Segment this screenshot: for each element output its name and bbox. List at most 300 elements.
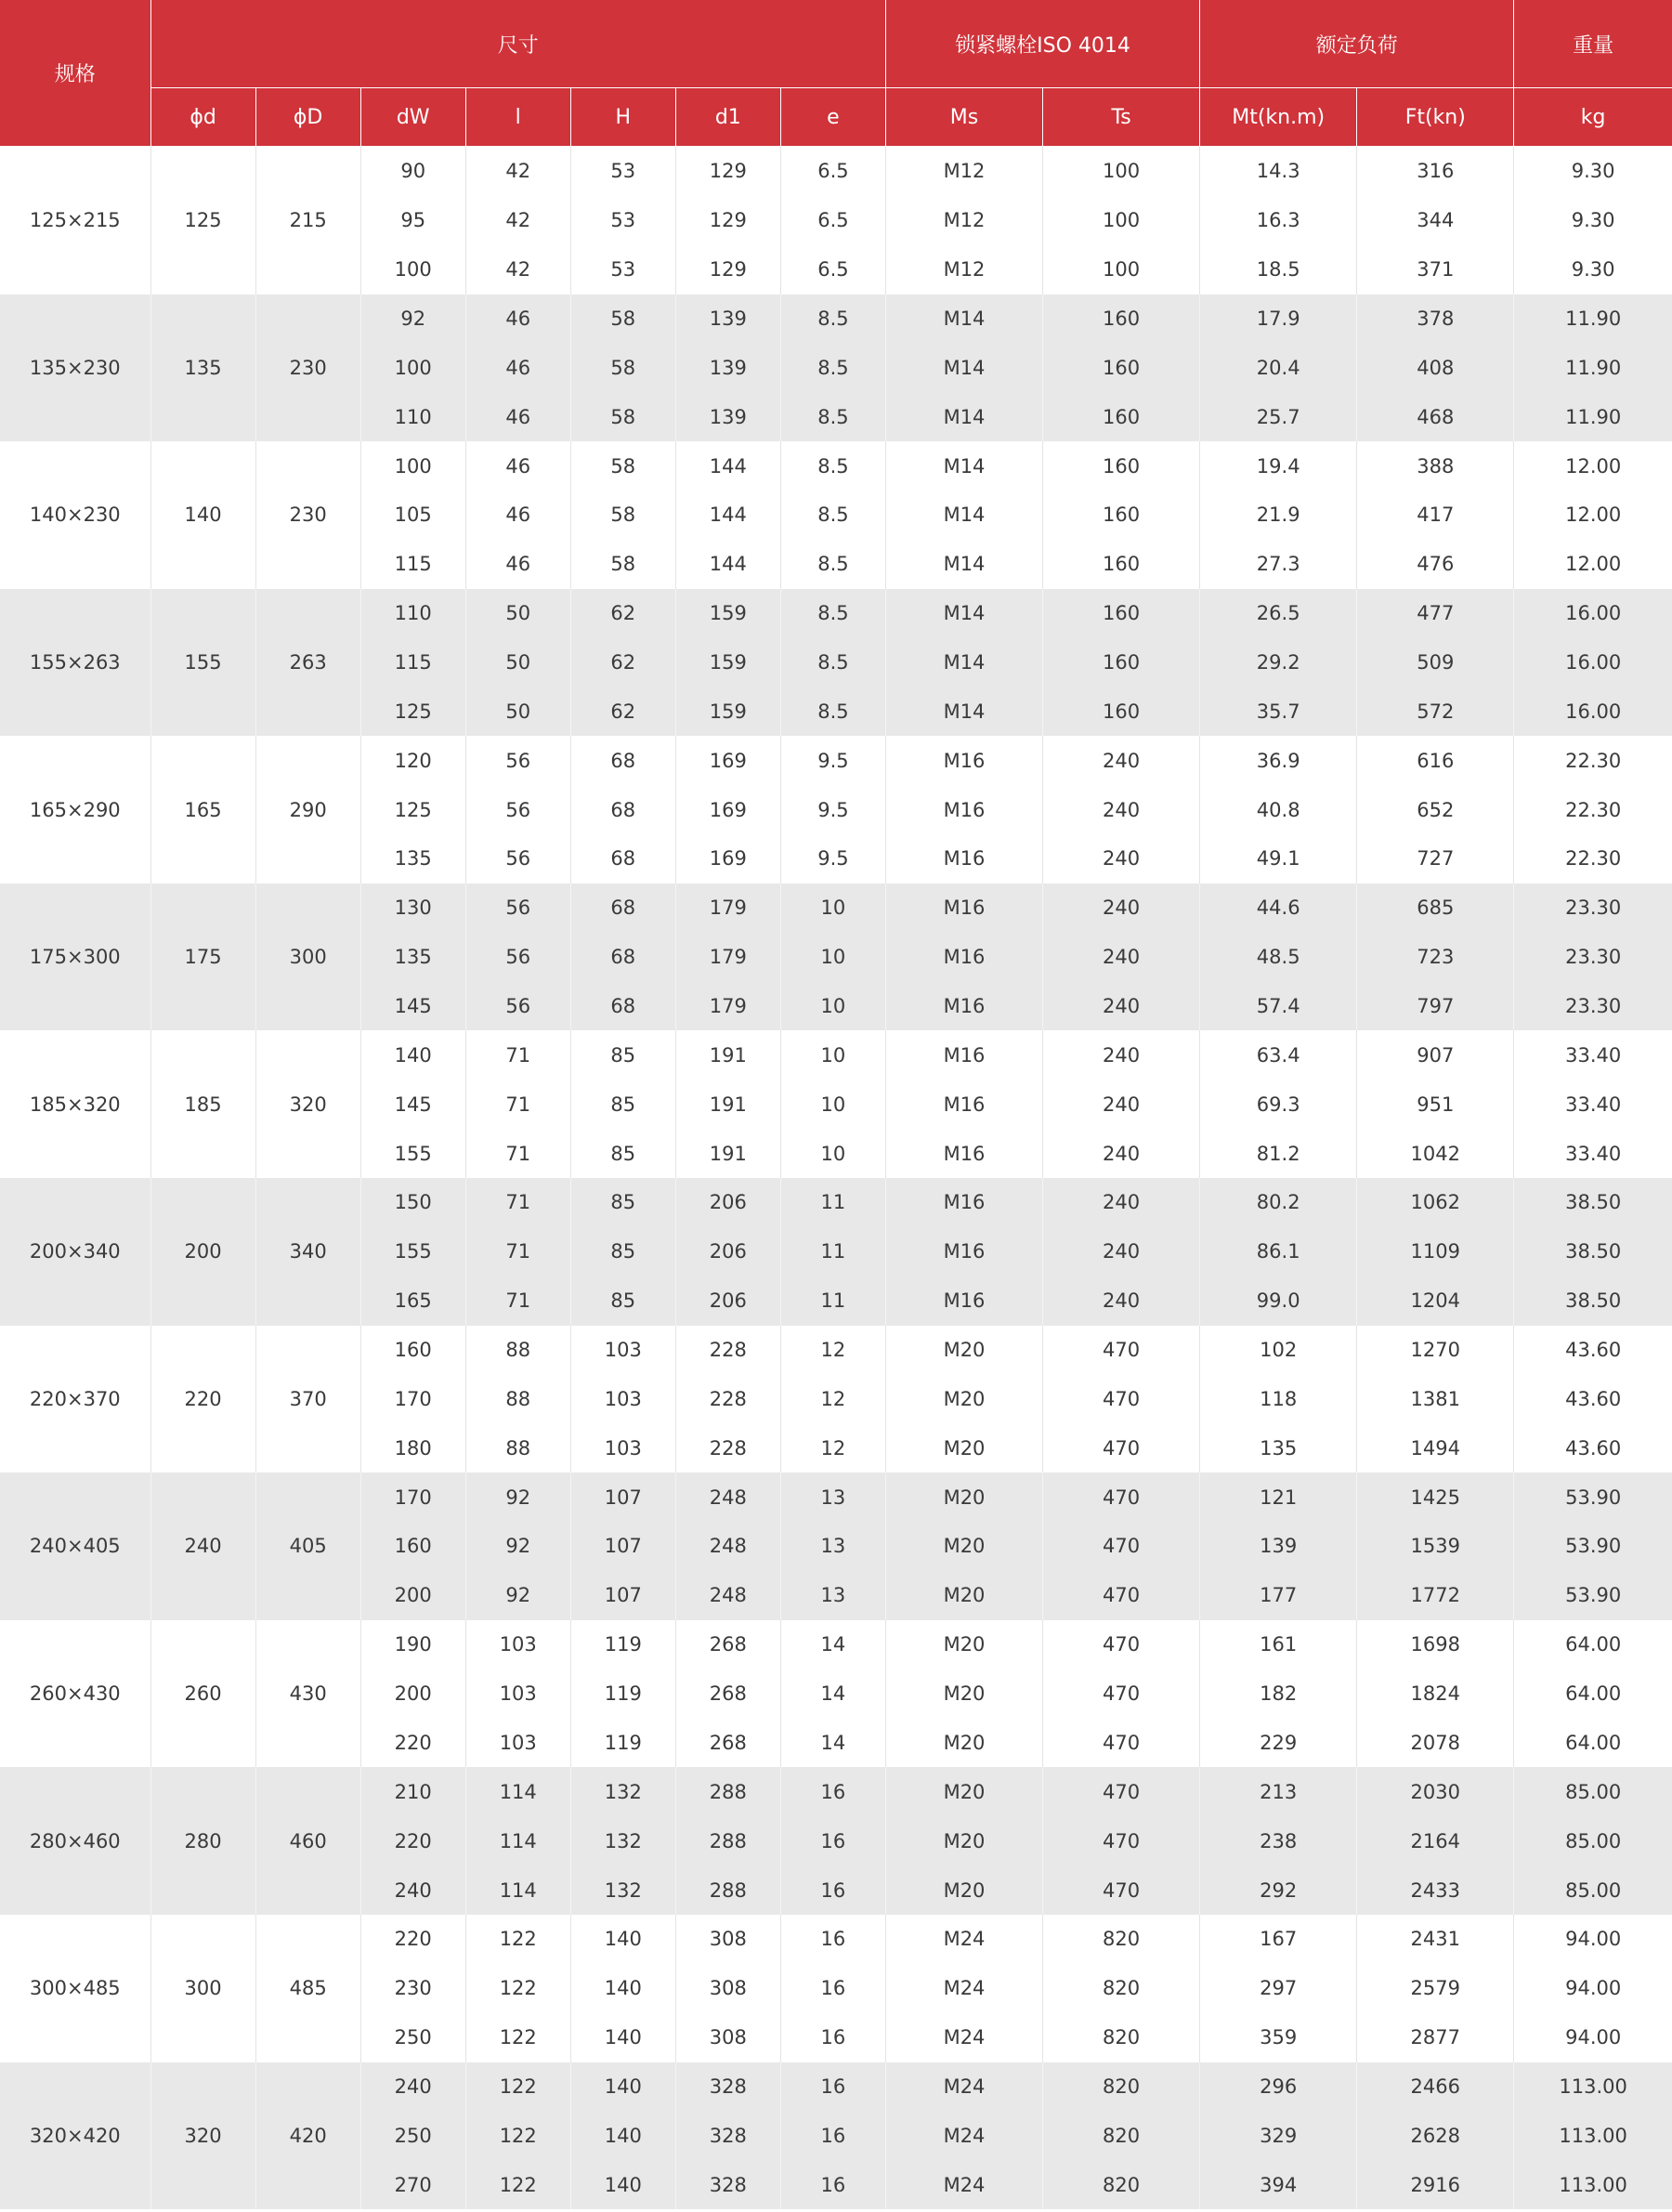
table-cell: 16 bbox=[780, 1865, 885, 1915]
table-cell: 160 bbox=[1043, 441, 1200, 491]
table-cell: M20 bbox=[885, 1522, 1042, 1571]
table-cell: 159 bbox=[675, 589, 780, 638]
table-cell: 16.00 bbox=[1514, 687, 1672, 736]
table-cell: 100 bbox=[1043, 245, 1200, 294]
table-cell: 11.90 bbox=[1514, 392, 1672, 441]
table-cell: 46 bbox=[465, 491, 570, 540]
table-cell: 8.5 bbox=[780, 687, 885, 736]
table-cell: 477 bbox=[1357, 589, 1514, 638]
table-cell: 50 bbox=[465, 589, 570, 638]
table-cell: 169 bbox=[675, 834, 780, 883]
table-cell: 6.5 bbox=[780, 196, 885, 245]
table-cell: 1494 bbox=[1357, 1423, 1514, 1472]
table-cell: M14 bbox=[885, 491, 1042, 540]
table-cell: 2579 bbox=[1357, 1964, 1514, 2013]
table-row bbox=[0, 1915, 1672, 1964]
table-row bbox=[0, 1326, 1672, 1375]
col-header: Ft(kn) bbox=[1357, 88, 1514, 147]
spec-group bbox=[0, 883, 1672, 1031]
table-cell: 121 bbox=[1200, 1472, 1357, 1522]
table-cell: 33.40 bbox=[1514, 1080, 1672, 1129]
table-cell: 53.90 bbox=[1514, 1522, 1672, 1571]
table-cell: 64.00 bbox=[1514, 1719, 1672, 1768]
col-header: dW bbox=[360, 88, 465, 147]
table-cell: 179 bbox=[675, 883, 780, 933]
table-row bbox=[0, 1767, 1672, 1816]
table-cell: 220 bbox=[360, 1719, 465, 1768]
table-cell: M14 bbox=[885, 589, 1042, 638]
col-header: d1 bbox=[675, 88, 780, 147]
table-cell: 177 bbox=[1200, 1571, 1357, 1620]
table-cell: 240 bbox=[1043, 1178, 1200, 1227]
table-cell: 43.60 bbox=[1514, 1374, 1672, 1423]
table-cell: 10 bbox=[780, 1129, 885, 1178]
table-cell: 85 bbox=[570, 1030, 675, 1080]
table-cell: 169 bbox=[675, 785, 780, 834]
table-cell: 85.00 bbox=[1514, 1816, 1672, 1865]
table-cell: M16 bbox=[885, 1030, 1042, 1080]
table-cell: 250 bbox=[360, 2013, 465, 2062]
table-cell: 1824 bbox=[1357, 1669, 1514, 1719]
table-cell: 11 bbox=[780, 1276, 885, 1326]
table-cell: 85.00 bbox=[1514, 1767, 1672, 1816]
table-cell: 68 bbox=[570, 982, 675, 1031]
table-cell: 122 bbox=[465, 2062, 570, 2112]
table-cell: 470 bbox=[1043, 1620, 1200, 1669]
spec-cell: 165×290 bbox=[0, 736, 150, 883]
col-header: H bbox=[570, 88, 675, 147]
table-cell: 114 bbox=[465, 1865, 570, 1915]
spec-group bbox=[0, 1472, 1672, 1620]
table-cell: 229 bbox=[1200, 1719, 1357, 1768]
table-cell: 1425 bbox=[1357, 1472, 1514, 1522]
table-cell: 139 bbox=[675, 392, 780, 441]
table-cell: 114 bbox=[465, 1816, 570, 1865]
table-cell: M20 bbox=[885, 1767, 1042, 1816]
d-cell: 135 bbox=[150, 294, 255, 442]
table-cell: M24 bbox=[885, 1915, 1042, 1964]
table-cell: 25.7 bbox=[1200, 392, 1357, 441]
table-cell: 132 bbox=[570, 1816, 675, 1865]
table-cell: 11.90 bbox=[1514, 343, 1672, 392]
table-cell: 1204 bbox=[1357, 1276, 1514, 1326]
table-cell: 240 bbox=[1043, 736, 1200, 785]
spec-cell: 175×300 bbox=[0, 883, 150, 1031]
table-cell: 155 bbox=[360, 1227, 465, 1276]
table-cell: 16 bbox=[780, 1816, 885, 1865]
table-cell: 103 bbox=[465, 1669, 570, 1719]
table-cell: M14 bbox=[885, 343, 1042, 392]
table-cell: 1772 bbox=[1357, 1571, 1514, 1620]
table-cell: 12 bbox=[780, 1374, 885, 1423]
table-cell: 316 bbox=[1357, 147, 1514, 196]
table-cell: 85 bbox=[570, 1276, 675, 1326]
table-cell: 105 bbox=[360, 491, 465, 540]
table-cell: 11 bbox=[780, 1178, 885, 1227]
table-cell: 240 bbox=[1043, 1129, 1200, 1178]
table-cell: 248 bbox=[675, 1472, 780, 1522]
table-cell: 53.90 bbox=[1514, 1571, 1672, 1620]
table-cell: 308 bbox=[675, 1915, 780, 1964]
table-cell: 22.30 bbox=[1514, 785, 1672, 834]
table-cell: 19.4 bbox=[1200, 441, 1357, 491]
table-cell: 11.90 bbox=[1514, 294, 1672, 344]
table-cell: 16.00 bbox=[1514, 589, 1672, 638]
spec-group bbox=[0, 1915, 1672, 2062]
table-cell: 371 bbox=[1357, 245, 1514, 294]
table-cell: 220 bbox=[360, 1915, 465, 1964]
table-cell: 94.00 bbox=[1514, 1915, 1672, 1964]
table-cell: 56 bbox=[465, 834, 570, 883]
table-cell: 122 bbox=[465, 2111, 570, 2160]
table-cell: 820 bbox=[1043, 1915, 1200, 1964]
table-cell: 820 bbox=[1043, 1964, 1200, 2013]
table-cell: 468 bbox=[1357, 392, 1514, 441]
table-cell: M14 bbox=[885, 392, 1042, 441]
table-cell: 56 bbox=[465, 982, 570, 1031]
table-cell: 228 bbox=[675, 1326, 780, 1375]
table-cell: 190 bbox=[360, 1620, 465, 1669]
table-cell: 71 bbox=[465, 1030, 570, 1080]
table-cell: 2466 bbox=[1357, 2062, 1514, 2112]
col-header: ϕD bbox=[255, 88, 360, 147]
table-cell: 16 bbox=[780, 1964, 885, 2013]
spec-cell: 135×230 bbox=[0, 294, 150, 442]
d-cell: 140 bbox=[150, 441, 255, 589]
table-cell: 71 bbox=[465, 1080, 570, 1129]
table-row bbox=[0, 883, 1672, 933]
table-cell: 56 bbox=[465, 933, 570, 982]
header-bolt: 锁紧螺栓ISO 4014 bbox=[885, 0, 1199, 88]
table-cell: 13 bbox=[780, 1522, 885, 1571]
table-cell: 10 bbox=[780, 933, 885, 982]
table-cell: 206 bbox=[675, 1276, 780, 1326]
D-cell: 430 bbox=[255, 1620, 360, 1768]
D-cell: 263 bbox=[255, 589, 360, 737]
table-cell: 94.00 bbox=[1514, 1964, 1672, 2013]
table-cell: 36.9 bbox=[1200, 736, 1357, 785]
table-cell: 16.00 bbox=[1514, 638, 1672, 687]
D-cell: 340 bbox=[255, 1178, 360, 1326]
table-cell: 120 bbox=[360, 736, 465, 785]
table-cell: 118 bbox=[1200, 1374, 1357, 1423]
table-cell: 8.5 bbox=[780, 294, 885, 344]
table-cell: 288 bbox=[675, 1816, 780, 1865]
table-cell: 328 bbox=[675, 2160, 780, 2209]
table-cell: 230 bbox=[360, 1964, 465, 2013]
table-row bbox=[0, 294, 1672, 344]
table-cell: 14 bbox=[780, 1719, 885, 1768]
table-cell: 1381 bbox=[1357, 1374, 1514, 1423]
table-cell: 100 bbox=[360, 343, 465, 392]
table-cell: 160 bbox=[360, 1522, 465, 1571]
table-row bbox=[0, 1178, 1672, 1227]
table-cell: 103 bbox=[465, 1620, 570, 1669]
table-cell: 2916 bbox=[1357, 2160, 1514, 2209]
table-cell: 139 bbox=[675, 294, 780, 344]
table-cell: 378 bbox=[1357, 294, 1514, 344]
table-cell: 344 bbox=[1357, 196, 1514, 245]
table-cell: 408 bbox=[1357, 343, 1514, 392]
table-cell: 85.00 bbox=[1514, 1865, 1672, 1915]
table-cell: 68 bbox=[570, 736, 675, 785]
table-cell: 88 bbox=[465, 1374, 570, 1423]
table-cell: 48.5 bbox=[1200, 933, 1357, 982]
table-cell: 53 bbox=[570, 245, 675, 294]
table-cell: 46 bbox=[465, 540, 570, 589]
table-cell: 248 bbox=[675, 1522, 780, 1571]
table-cell: 85 bbox=[570, 1178, 675, 1227]
table-cell: 85 bbox=[570, 1227, 675, 1276]
table-header bbox=[0, 0, 1672, 147]
table-cell: M16 bbox=[885, 1129, 1042, 1178]
table-cell: 8.5 bbox=[780, 343, 885, 392]
table-cell: 170 bbox=[360, 1374, 465, 1423]
table-cell: M24 bbox=[885, 1964, 1042, 2013]
table-cell: 907 bbox=[1357, 1030, 1514, 1080]
table-cell: 797 bbox=[1357, 982, 1514, 1031]
table-cell: 160 bbox=[1043, 491, 1200, 540]
spec-group bbox=[0, 1178, 1672, 1326]
table-row bbox=[0, 736, 1672, 785]
col-header: Ms bbox=[885, 88, 1042, 147]
table-cell: 85 bbox=[570, 1129, 675, 1178]
table-cell: 100 bbox=[1043, 196, 1200, 245]
table-cell: 2164 bbox=[1357, 1816, 1514, 1865]
table-cell: 26.5 bbox=[1200, 589, 1357, 638]
col-header: l bbox=[465, 88, 570, 147]
D-cell: 215 bbox=[255, 147, 360, 294]
table-cell: 92 bbox=[465, 1571, 570, 1620]
table-cell: 2433 bbox=[1357, 1865, 1514, 1915]
table-cell: 29.2 bbox=[1200, 638, 1357, 687]
table-cell: 62 bbox=[570, 638, 675, 687]
table-cell: 388 bbox=[1357, 441, 1514, 491]
table-cell: 122 bbox=[465, 1964, 570, 2013]
table-cell: 165 bbox=[360, 1276, 465, 1326]
table-cell: M24 bbox=[885, 2160, 1042, 2209]
table-cell: 100 bbox=[1043, 147, 1200, 196]
table-cell: 64.00 bbox=[1514, 1620, 1672, 1669]
table-cell: 14.3 bbox=[1200, 147, 1357, 196]
D-cell: 485 bbox=[255, 1915, 360, 2062]
table-cell: 140 bbox=[360, 1030, 465, 1080]
d-cell: 125 bbox=[150, 147, 255, 294]
table-cell: 21.9 bbox=[1200, 491, 1357, 540]
D-cell: 420 bbox=[255, 2062, 360, 2210]
table-cell: 240 bbox=[1043, 1030, 1200, 1080]
table-cell: 160 bbox=[1043, 687, 1200, 736]
spec-group bbox=[0, 1767, 1672, 1915]
table-cell: 9.30 bbox=[1514, 245, 1672, 294]
table-cell: M20 bbox=[885, 1669, 1042, 1719]
col-header: Mt(kn.m) bbox=[1200, 88, 1357, 147]
table-cell: 119 bbox=[570, 1669, 675, 1719]
table-cell: 102 bbox=[1200, 1326, 1357, 1375]
table-cell: 213 bbox=[1200, 1767, 1357, 1816]
table-cell: M16 bbox=[885, 736, 1042, 785]
table-cell: 23.30 bbox=[1514, 933, 1672, 982]
table-cell: 113.00 bbox=[1514, 2062, 1672, 2112]
table-cell: M14 bbox=[885, 540, 1042, 589]
table-cell: 417 bbox=[1357, 491, 1514, 540]
table-cell: 68 bbox=[570, 834, 675, 883]
table-cell: 16 bbox=[780, 1767, 885, 1816]
table-cell: 2877 bbox=[1357, 2013, 1514, 2062]
table-cell: 145 bbox=[360, 1080, 465, 1129]
table-cell: 179 bbox=[675, 982, 780, 1031]
table-cell: 80.2 bbox=[1200, 1178, 1357, 1227]
d-cell: 200 bbox=[150, 1178, 255, 1326]
table-cell: 35.7 bbox=[1200, 687, 1357, 736]
table-cell: 107 bbox=[570, 1571, 675, 1620]
d-cell: 185 bbox=[150, 1030, 255, 1178]
table-cell: 470 bbox=[1043, 1326, 1200, 1375]
table-cell: M16 bbox=[885, 982, 1042, 1031]
d-cell: 280 bbox=[150, 1767, 255, 1915]
table-cell: 470 bbox=[1043, 1816, 1200, 1865]
table-cell: 20.4 bbox=[1200, 343, 1357, 392]
table-cell: 160 bbox=[1043, 294, 1200, 344]
table-cell: 130 bbox=[360, 883, 465, 933]
table-cell: 68 bbox=[570, 933, 675, 982]
spec-group bbox=[0, 589, 1672, 737]
table-row bbox=[0, 1030, 1672, 1080]
table-cell: 14 bbox=[780, 1620, 885, 1669]
table-cell: 308 bbox=[675, 2013, 780, 2062]
table-cell: 12.00 bbox=[1514, 540, 1672, 589]
table-cell: 46 bbox=[465, 294, 570, 344]
table-cell: 119 bbox=[570, 1620, 675, 1669]
table-cell: 616 bbox=[1357, 736, 1514, 785]
table-cell: 33.40 bbox=[1514, 1129, 1672, 1178]
table-cell: 27.3 bbox=[1200, 540, 1357, 589]
table-cell: 155 bbox=[360, 1129, 465, 1178]
table-cell: M20 bbox=[885, 1571, 1042, 1620]
table-cell: 470 bbox=[1043, 1423, 1200, 1472]
table-cell: 820 bbox=[1043, 2062, 1200, 2112]
table-cell: 16 bbox=[780, 2160, 885, 2209]
table-cell: 103 bbox=[465, 1719, 570, 1768]
table-cell: 10 bbox=[780, 1080, 885, 1129]
table-cell: 6.5 bbox=[780, 147, 885, 196]
table-cell: 160 bbox=[1043, 589, 1200, 638]
table-cell: 115 bbox=[360, 638, 465, 687]
table-cell: 56 bbox=[465, 785, 570, 834]
table-cell: 2628 bbox=[1357, 2111, 1514, 2160]
table-cell: 42 bbox=[465, 245, 570, 294]
table-cell: 240 bbox=[1043, 982, 1200, 1031]
table-cell: 159 bbox=[675, 687, 780, 736]
table-row bbox=[0, 441, 1672, 491]
table-cell: M20 bbox=[885, 1423, 1042, 1472]
table-cell: 92 bbox=[360, 294, 465, 344]
table-cell: 49.1 bbox=[1200, 834, 1357, 883]
header-weight: 重量 bbox=[1514, 0, 1672, 88]
table-cell: 159 bbox=[675, 638, 780, 687]
table-cell: 652 bbox=[1357, 785, 1514, 834]
table-cell: 43.60 bbox=[1514, 1423, 1672, 1472]
D-cell: 300 bbox=[255, 883, 360, 1031]
table-cell: 820 bbox=[1043, 2111, 1200, 2160]
table-cell: 92 bbox=[465, 1472, 570, 1522]
D-cell: 290 bbox=[255, 736, 360, 883]
table-cell: 43.60 bbox=[1514, 1326, 1672, 1375]
table-cell: 470 bbox=[1043, 1719, 1200, 1768]
table-cell: 2078 bbox=[1357, 1719, 1514, 1768]
table-cell: 220 bbox=[360, 1816, 465, 1865]
table-cell: 9.5 bbox=[780, 736, 885, 785]
col-header: e bbox=[780, 88, 885, 147]
table-cell: 129 bbox=[675, 147, 780, 196]
table-cell: 328 bbox=[675, 2062, 780, 2112]
table-cell: 58 bbox=[570, 491, 675, 540]
table-cell: 191 bbox=[675, 1129, 780, 1178]
table-cell: M20 bbox=[885, 1326, 1042, 1375]
table-cell: 103 bbox=[570, 1374, 675, 1423]
table-cell: 268 bbox=[675, 1620, 780, 1669]
d-cell: 165 bbox=[150, 736, 255, 883]
table-cell: 1109 bbox=[1357, 1227, 1514, 1276]
spec-group bbox=[0, 147, 1672, 294]
d-cell: 220 bbox=[150, 1326, 255, 1473]
spec-cell: 280×460 bbox=[0, 1767, 150, 1915]
table-cell: M16 bbox=[885, 1227, 1042, 1276]
table-cell: 44.6 bbox=[1200, 883, 1357, 933]
table-cell: 470 bbox=[1043, 1571, 1200, 1620]
table-cell: 16 bbox=[780, 2111, 885, 2160]
table-cell: 38.50 bbox=[1514, 1227, 1672, 1276]
spec-group bbox=[0, 441, 1672, 589]
table-cell: 9.30 bbox=[1514, 196, 1672, 245]
col-header: kg bbox=[1514, 88, 1672, 147]
table-cell: 297 bbox=[1200, 1964, 1357, 2013]
spec-cell: 240×405 bbox=[0, 1472, 150, 1620]
table-cell: 56 bbox=[465, 883, 570, 933]
table-cell: 240 bbox=[1043, 785, 1200, 834]
table-cell: 8.5 bbox=[780, 491, 885, 540]
table-cell: 2431 bbox=[1357, 1915, 1514, 1964]
table-cell: 191 bbox=[675, 1030, 780, 1080]
table-cell: 10 bbox=[780, 1030, 885, 1080]
table-cell: 68 bbox=[570, 883, 675, 933]
table-cell: 38.50 bbox=[1514, 1178, 1672, 1227]
table-cell: 68 bbox=[570, 785, 675, 834]
d-cell: 175 bbox=[150, 883, 255, 1031]
table-cell: 16.3 bbox=[1200, 196, 1357, 245]
spec-cell: 155×263 bbox=[0, 589, 150, 737]
table-cell: 71 bbox=[465, 1227, 570, 1276]
table-cell: 288 bbox=[675, 1767, 780, 1816]
table-cell: 62 bbox=[570, 687, 675, 736]
header-spec: 规格 bbox=[0, 0, 150, 147]
D-cell: 460 bbox=[255, 1767, 360, 1915]
table-cell: 8.5 bbox=[780, 392, 885, 441]
spec-cell: 260×430 bbox=[0, 1620, 150, 1768]
table-cell: 140 bbox=[570, 2013, 675, 2062]
table-cell: 113.00 bbox=[1514, 2160, 1672, 2209]
table-cell: 107 bbox=[570, 1522, 675, 1571]
table-cell: 820 bbox=[1043, 2160, 1200, 2209]
table-cell: 125 bbox=[360, 785, 465, 834]
table-cell: 1062 bbox=[1357, 1178, 1514, 1227]
table-cell: 140 bbox=[570, 1964, 675, 2013]
table-cell: 50 bbox=[465, 638, 570, 687]
header-dimensions: 尺寸 bbox=[150, 0, 885, 88]
table-cell: 139 bbox=[1200, 1522, 1357, 1571]
table-cell: 210 bbox=[360, 1767, 465, 1816]
table-cell: 292 bbox=[1200, 1865, 1357, 1915]
